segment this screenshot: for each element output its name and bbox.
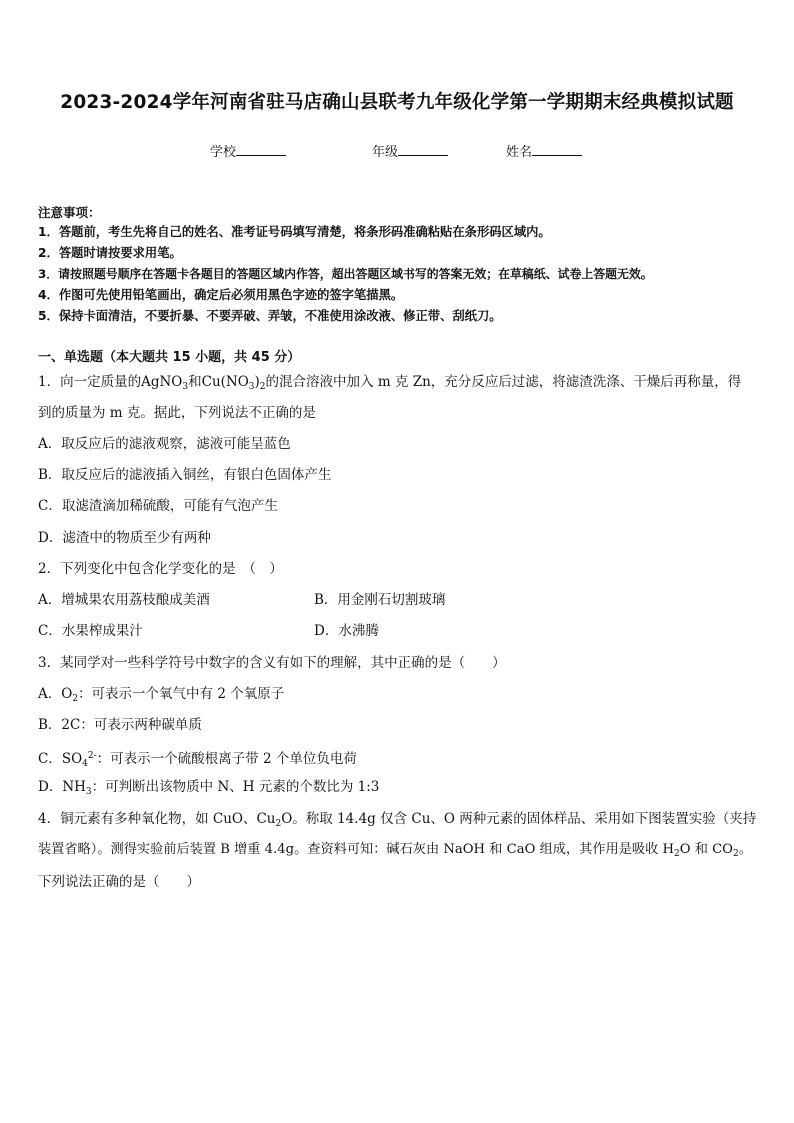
q1-text: ) — [254, 374, 260, 390]
q4-text: O 和 CO — [679, 842, 733, 857]
page-title: 2023-2024学年河南省驻马店确山县联考九年级化学第一学期期末经典模拟试题 — [60, 92, 734, 113]
q3-sup: 2- — [87, 751, 97, 761]
section-heading: 一、单选题（本大题共 15 小题，共 45 分） — [38, 350, 301, 365]
q1-sub: 2 — [259, 382, 266, 392]
q1-option-b: B．取反应后的滤液插入铜丝，有银白色固体产生 — [38, 467, 332, 483]
q3-option-d — [38, 777, 379, 802]
q4-text: 。 — [738, 842, 752, 857]
q4-stem-line2 — [38, 840, 752, 864]
grade-field — [372, 141, 448, 160]
q1-sub: 3 — [248, 382, 255, 392]
school-blank — [236, 143, 286, 156]
note-item: 1．答题前，考生先将自己的姓名、准考证号码填写清楚，将条形码准确粘贴在条形码区域内。 — [38, 225, 551, 239]
q1-stem-line1 — [38, 372, 741, 397]
q4-text: 4．铜元素有多种氧化物，如 CuO、Cu — [38, 811, 276, 827]
note-item: 3．请按照题号顺序在答题卡各题目的答题区域内作答，超出答题区域书写的答案无效；在草稿纸、试卷上答题无效。 — [38, 267, 653, 281]
q3-option-a — [38, 684, 284, 709]
q2-option-a: A．增城果农用荔枝酿成美酒 — [38, 592, 210, 608]
q3-sub: 2 — [72, 694, 79, 704]
grade-blank — [398, 143, 448, 156]
q3-text: D．NH — [38, 779, 86, 795]
name-label: 姓名 — [506, 145, 533, 160]
notes-list — [38, 222, 653, 327]
name-blank — [532, 143, 582, 156]
q4-stem-line1 — [38, 809, 756, 834]
note-item: 2．答题时请按要求用笔。 — [38, 246, 182, 260]
q3-sub: 3 — [85, 787, 92, 797]
q3-sub: 4 — [82, 759, 88, 769]
name-field — [506, 141, 582, 160]
q3-text: ：可表示一个硫酸根离子带 2 个单位负电荷 — [96, 751, 357, 767]
q4-sub: 2 — [673, 849, 680, 859]
school-field — [210, 141, 286, 160]
q2-option-b: B．用金刚石切割玻璃 — [314, 592, 446, 608]
q4-text: O。称取 14.4g 仅含 Cu、O 两种元素的固体样品、采用如下图装置实验（夹持 — [281, 811, 757, 827]
q3-text: A．O — [38, 686, 73, 702]
q1-option-d: D．滤渣中的物质至少有两种 — [38, 530, 211, 546]
q2-option-c: C．水果榨成果汁 — [38, 623, 143, 639]
q3-option-b: B．2C：可表示两种碳单质 — [38, 717, 202, 733]
q3-text: ：可判断出该物质中 N、H 元素的个数比为 1:3 — [91, 779, 380, 795]
q4-sub: 2 — [275, 819, 282, 829]
q1-sub: 3 — [182, 382, 189, 392]
q1-stem-line2: 到的质量为 m 克。据此，下列说法不正确的是 — [38, 405, 316, 421]
q3-text: ：可表示一个氧气中有 2 个氧原子 — [78, 686, 285, 702]
q1-text: 的混合溶液中加入 m 克 Zn，充分反应后过滤，将滤渣洗涤、干燥后再称量，得 — [265, 374, 742, 390]
q4-text: 装置省略）。测得实验前后装置 B 增重 4.4g。查资料可知：碱石灰由 NaOH 和 CaO 组成，其作用是吸收 H — [38, 842, 674, 857]
q2-option-d: D．水沸腾 — [314, 623, 379, 639]
q4-stem-line3: 下列说法正确的是（ ） — [38, 874, 200, 890]
q3-stem: 3．某同学对一些科学符号中数字的含义有如下的理解，其中正确的是（ ） — [38, 655, 506, 671]
note-item: 5．保持卡面清洁，不要折暴、不要弄破、弄皱，不准使用涂改液、修正带、刮纸刀。 — [38, 309, 502, 323]
q2-stem: 2．下列变化中包含化学变化的是 （ ） — [38, 561, 283, 577]
q1-option-a: A．取反应后的滤液观察，滤液可能呈蓝色 — [38, 436, 291, 452]
note-item: 4．作图可先使用铅笔画出，确定后必须用黑色字迹的签字笔描黑。 — [38, 288, 404, 302]
q1-option-c: C．取滤渣滴加稀硫酸，可能有气泡产生 — [38, 498, 278, 514]
notes-title: 注意事项： — [38, 205, 101, 220]
q3-option-c — [38, 746, 357, 774]
q4-sub: 2 — [732, 849, 739, 859]
q3-text: C．SO — [38, 751, 83, 767]
grade-label: 年级 — [372, 145, 399, 160]
q1-text: 和Cu(NO — [188, 374, 249, 390]
school-label: 学校 — [210, 145, 237, 160]
q1-text: 1．向一定质量的AgNO — [38, 374, 183, 390]
